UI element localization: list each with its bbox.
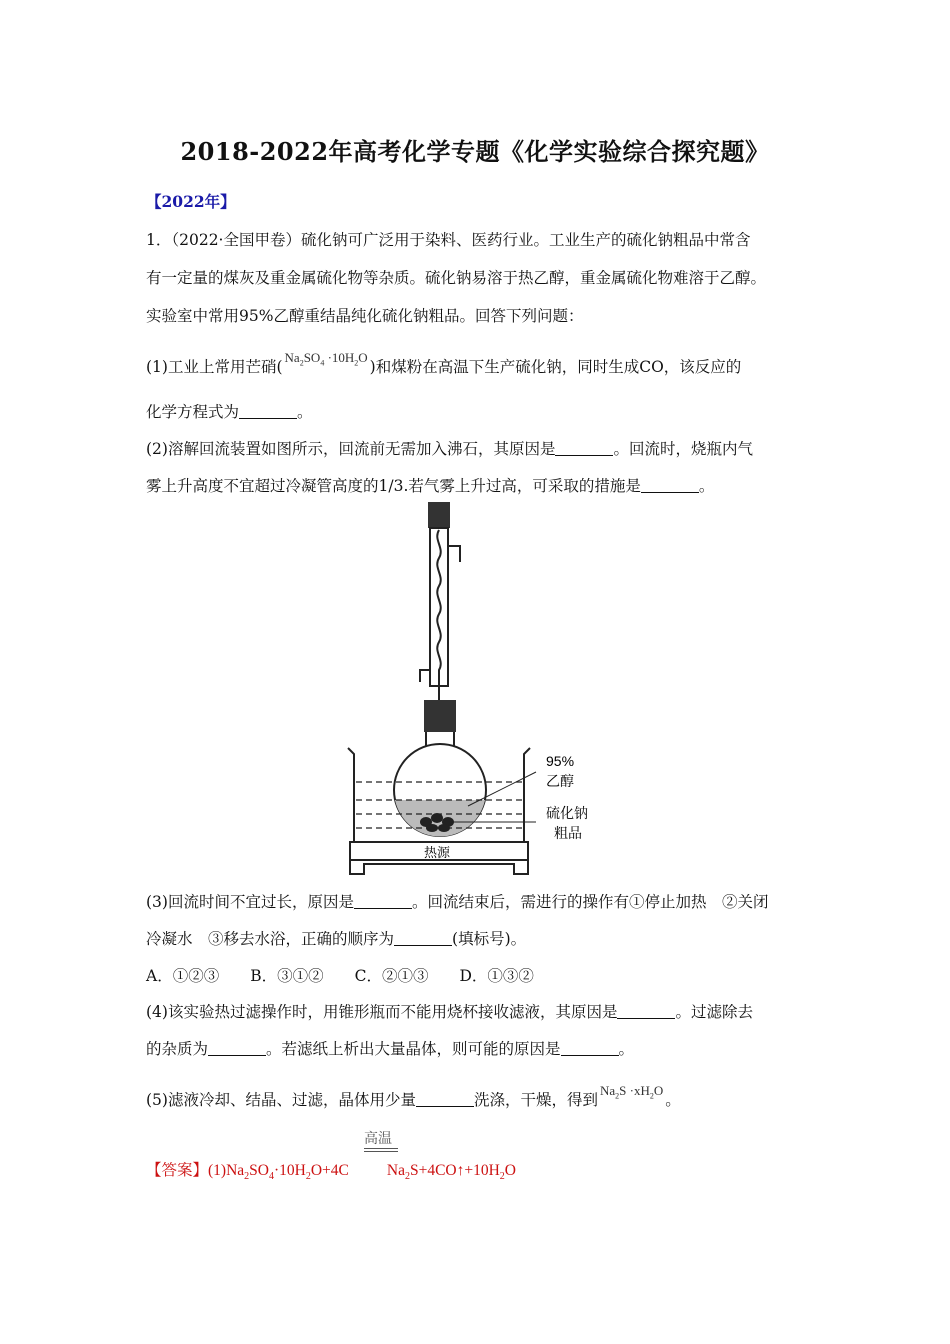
question-4-line2: 的杂质为 。若滤纸上析出大量晶体，则可能的原因是 。: [146, 1040, 635, 1058]
question-intro-line3: 实验室中常用95%乙醇重结晶纯化硫化钠粗品。回答下列问题：: [146, 307, 584, 325]
answer-blank: [617, 1002, 675, 1019]
answer-blank: [555, 439, 613, 456]
question-1-line2: 化学方程式为 。: [146, 403, 313, 421]
question-3-options: A．①②③ B．③①② C．②①③ D．①③②: [146, 967, 534, 985]
document-title: 2018-2022年高考化学专题《化学实验综合探究题》: [180, 137, 770, 166]
answer-blank: [354, 892, 412, 909]
question-intro-line2: 有一定量的煤灰及重金属硫化物等杂质。硫化钠易溶于热乙醇，重金属硫化物难溶于乙醇。: [146, 269, 767, 287]
answer-blank: [561, 1039, 619, 1056]
label-ethanol: 乙醇: [546, 774, 574, 790]
mirabilite-formula: $Na_2SO_4 \cdot 10H_2O$: [284, 350, 368, 368]
answer-blank: [641, 476, 699, 493]
condenser-stopper: [428, 502, 450, 528]
question-2-line2: 雾上升高度不宜超过冷凝管高度的1/3.若气雾上升过高，可采取的措施是 。: [146, 477, 715, 495]
label-crude: 粗品: [554, 826, 582, 842]
condition-line: [364, 1151, 398, 1152]
question-5-line1: (5)滤液冷却、结晶、过滤，晶体用少量 洗涤，干燥，得到$Na_2S \cdot xH_2O$。: [146, 1083, 681, 1109]
answer-equation: 【答案】$(1)Na_2SO_4\cdot 10H_2O+4C$ $Na_2S+4CO↑+10H_2O$: [146, 1162, 516, 1183]
condition-line: [364, 1148, 398, 1149]
question-3-line2: 冷凝水 ③移去水浴，正确的顺序为 (填标号)。: [146, 930, 527, 948]
flask-stopper: [424, 700, 456, 732]
label-heat-source: 热源: [424, 846, 451, 861]
label-ethanol-percent: 95%: [546, 753, 575, 769]
hydrate-formula: $Na_2S \cdot xH_2O$: [599, 1083, 664, 1101]
question-1-line1: (1)工业上常用芒硝$(Na_2SO_4 \cdot 10H_2O)$和煤粉在高温下生产硫化钠，同时生成CO，该反应的: [146, 350, 742, 376]
reaction-condition: 高温: [364, 1131, 392, 1147]
question-4-line1: (4)该实验热过滤操作时，用锥形瓶而不能用烧杯接收滤液，其原因是 。过滤除去: [146, 1003, 753, 1021]
condenser-jacket: [430, 528, 448, 686]
question-3-line1: (3)回流时间不宜过长，原因是 。回流结束后，需进行的操作有①停止加热 ②关闭: [146, 893, 769, 911]
year-tag: 【2022年】: [146, 192, 236, 211]
question-intro-line1: 1．（2022·全国甲卷）硫化钠可广泛用于染料、医药行业。工业生产的硫化钠粗品中常含: [146, 231, 751, 249]
water-inlet: [420, 670, 430, 682]
label-crude-sodium-sulfide: 硫化钠: [546, 806, 588, 822]
answer-blank: [208, 1039, 266, 1056]
reflux-apparatus-figure: [340, 500, 640, 878]
question-2-line1: (2)溶解回流装置如图所示，回流前无需加入沸石，其原因是 。回流时，烧瓶内气: [146, 440, 753, 458]
answer-blank: [416, 1090, 474, 1107]
water-outlet: [448, 546, 460, 562]
answer-blank: [394, 929, 452, 946]
answer-blank: [239, 402, 297, 419]
